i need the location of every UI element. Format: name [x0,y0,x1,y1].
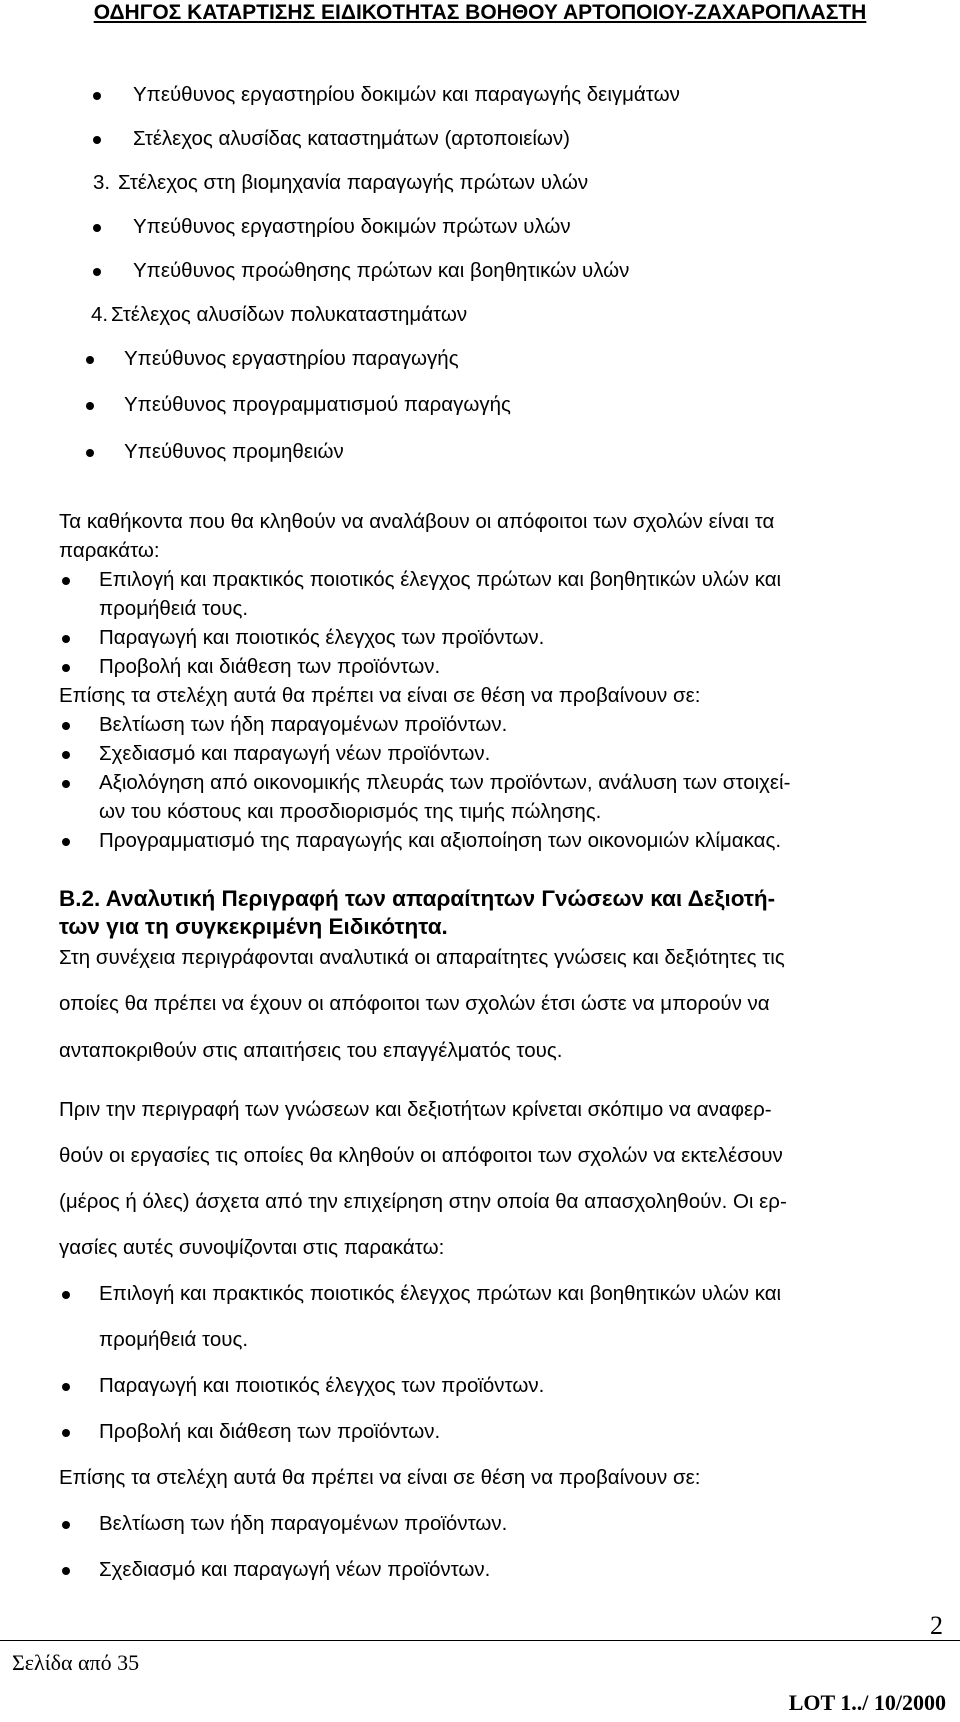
paragraph-line: γασίες αυτές συνοψίζονται στις παρακάτω: [59,1236,445,1259]
bullet [93,92,101,100]
paragraph-line: Πριν την περιγραφή των γνώσεων και δεξιοτήτων κρίνεται σκόπιμο να αναφερ- [59,1098,772,1121]
bullet [93,136,101,144]
list-item: Παραγωγή και ποιοτικός έλεγχος των προϊόντων. [99,1374,545,1397]
list-item: Στέλεχος αλυσίδων πολυκαταστημάτων [111,303,468,326]
page-number: 2 [930,1611,943,1640]
bullet [93,224,101,232]
list-item-continued: προμήθειά τους. [99,597,249,620]
list-item: Υπεύθυνος προώθησης πρώτων και βοηθητικών υλών [133,259,630,282]
paragraph-line: Επίσης τα στελέχη αυτά θα πρέπει να είναι σε θέση να προβαίνουν σε: [59,1466,701,1489]
section-title: Β.2. Αναλυτική Περιγραφή των απαραίτητων Γνώσεων και Δεξιοτή- [59,886,776,911]
paragraph-line: θούν οι εργασίες τις οποίες θα κληθούν οι απόφοιτοι των σχολών να εκτελέσουν [59,1144,783,1167]
list-item: Προβολή και διάθεση των προϊόντων. [99,1420,441,1443]
paragraph-line: Στη συνέχεια περιγράφονται αναλυτικά οι απαραίτητες γνώσεις και δεξιότητες τις [59,946,785,969]
list-item: Στέλεχος στη βιομηχανία παραγωγής πρώτων υλών [118,171,589,194]
list-item: Παραγωγή και ποιοτικός έλεγχος των προϊόντων. [99,626,545,649]
bullet [62,577,70,585]
bullet [62,722,70,730]
list-item: Προγραμματισμό της παραγωγής και αξιοποίηση των οικονομιών κλίμακας. [99,829,782,852]
list-item: Υπεύθυνος εργαστηρίου παραγωγής [124,347,459,370]
paragraph-line: (μέρος ή όλες) άσχετα από την επιχείρηση στην οποία θα απασχοληθούν. Οι ερ- [59,1190,787,1213]
list-item: Αξιολόγηση από οικονομικής πλευράς των προϊόντων, ανάλυση των στοιχεί- [99,771,791,794]
bullet [93,268,101,276]
bullet [62,751,70,759]
bullet [62,1429,70,1437]
page-header-title: ΟΔΗΓΟΣ ΚΑΤΑΡΤΙΣΗΣ ΕΙΔΙΚΟΤΗΤΑΣ ΒΟΗΘΟΥ ΑΡΤΟΠΟΙΟΥ-ΖΑΧΑΡΟΠΛΑΣΤΗ [93,1,867,24]
bullet [62,1567,70,1575]
list-item: Σχεδιασμό και παραγωγή νέων προϊόντων. [99,1558,491,1581]
paragraph-line: Επίσης τα στελέχη αυτά θα πρέπει να είναι σε θέση να προβαίνουν σε: [59,684,701,707]
bullet [86,402,94,410]
bullet [62,1383,70,1391]
list-item: Υπεύθυνος προγραμματισμού παραγωγής [124,393,511,416]
bullet [86,356,94,364]
list-item: Υπεύθυνος εργαστηρίου δοκιμών και παραγωγής δειγμάτων [133,83,680,106]
list-number: 3. [93,171,111,194]
list-item: Προβολή και διάθεση των προϊόντων. [99,655,441,678]
list-number: 4. [91,303,109,326]
bullet [62,635,70,643]
paragraph-line: Τα καθήκοντα που θα κληθούν να αναλάβουν οι απόφοιτοι των σχολών είναι τα [59,510,775,533]
list-item: Υπεύθυνος εργαστηρίου δοκιμών πρώτων υλών [133,215,571,238]
bullet [86,449,94,457]
page-label: Σελίδα από 35 [12,1650,140,1675]
list-item: Επιλογή και πρακτικός ποιοτικός έλεγχος πρώτων και βοηθητικών υλών και [99,1282,782,1305]
lot-label: LOT 1../ 10/2000 [788,1690,946,1715]
list-item: Σχεδιασμό και παραγωγή νέων προϊόντων. [99,742,491,765]
list-item-continued: ων του κόστους και προσδιορισμός της τιμής πώλησης. [99,800,602,823]
list-item: Βελτίωση των ήδη παραγομένων προϊόντων. [99,1512,508,1535]
list-item-continued: προμήθειά τους. [99,1328,249,1351]
section-title-continued: των για τη συγκεκριμένη Ειδικότητα. [59,914,448,939]
bullet [62,838,70,846]
bullet [62,1521,70,1529]
paragraph-line: οποίες θα πρέπει να έχουν οι απόφοιτοι των σχολών έτσι ώστε να μπορούν να [59,992,770,1015]
list-item: Υπεύθυνος προμηθειών [124,440,344,463]
list-item: Βελτίωση των ήδη παραγομένων προϊόντων. [99,713,508,736]
bullet [62,780,70,788]
bullet [62,664,70,672]
paragraph-line: ανταποκριθούν στις απαιτήσεις του επαγγέλματός τους. [59,1039,563,1062]
paragraph-line: παρακάτω: [59,539,160,562]
footer-rule [0,1640,960,1641]
bullet [62,1291,70,1299]
list-item: Επιλογή και πρακτικός ποιοτικός έλεγχος πρώτων και βοηθητικών υλών και [99,568,782,591]
list-item: Στέλεχος αλυσίδας καταστημάτων (αρτοποιείων) [133,127,571,150]
